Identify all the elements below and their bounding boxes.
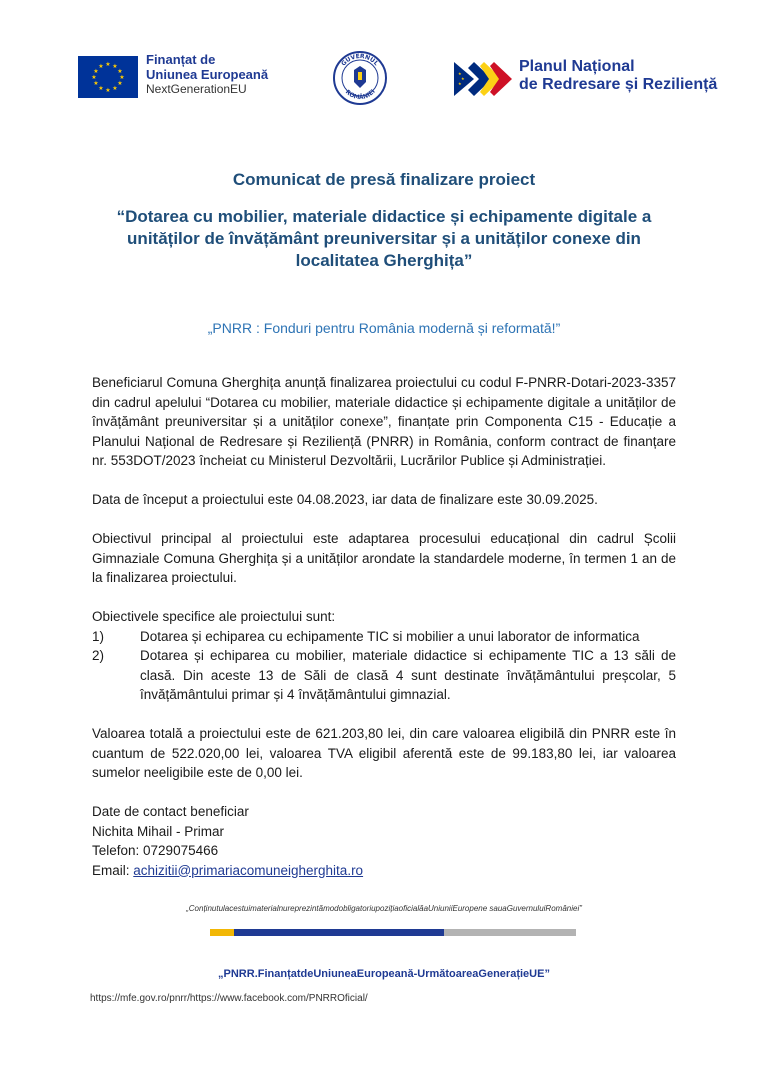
svg-text:★: ★ xyxy=(112,63,118,70)
contact-heading: Date de contact beneficiar xyxy=(92,804,249,819)
svg-text:★: ★ xyxy=(98,63,104,70)
eu-label-line3: NextGenerationEU xyxy=(146,82,247,96)
eu-label-line2: Uniunea Europeană xyxy=(146,67,269,82)
footer-slogan: „PNRR.FinanțatdeUniuneaEuropeană-UrmătoareaGenerațieUE” xyxy=(218,968,550,980)
footer-links[interactable]: https://mfe.gov.ro/pnrr/https://www.facebook.com/PNRROficial/ xyxy=(90,993,368,1004)
pnrr-label xyxy=(519,58,717,94)
svg-text:★: ★ xyxy=(93,68,99,75)
svg-text:★: ★ xyxy=(117,68,123,75)
svg-text:★: ★ xyxy=(91,74,97,81)
romanian-government-seal-icon xyxy=(332,50,388,106)
svg-text:★: ★ xyxy=(98,85,104,92)
paragraph-budget: Valoarea totală a proiectului este de 621.203,80 lei, din care valoarea eligibilă din PNRR este în cuantum de 522.020,00 lei, valoarea TVA eligibil aferentă este de 99.183,80 lei, iar valoarea sumelor neeligibile este de 0,00 lei. xyxy=(92,726,676,780)
contact-email-row xyxy=(92,861,676,881)
svg-text:ROMÂNIEI: ROMÂNIEI xyxy=(343,88,377,102)
svg-text:★: ★ xyxy=(112,85,118,92)
list-item-number: 1) xyxy=(92,628,105,644)
list-item-text: Dotarea și echiparea cu echipamente TIC si mobilier a unui laborator de informatica xyxy=(140,628,640,644)
document-body xyxy=(92,373,676,880)
footer-bar-blue xyxy=(234,929,444,936)
paragraph-dates: Data de început a proiectului este 04.08.2023, iar data de finalizare este 30.09.2025. xyxy=(92,492,598,507)
page-title: Comunicat de presă finalizare proiect xyxy=(232,170,536,189)
pnrr-logo-icon xyxy=(454,62,512,96)
list-item-text: Dotarea și echiparea cu mobilier, materiale didactice si echipamente TIC a 13 săli de clasă. Din aceste 13 de Săli de clasă 4 sunt destinate învățământului preșcolar, 5 învățământului primar și 4 învățământului gimnazial. xyxy=(140,648,676,702)
list-item xyxy=(92,646,676,705)
paragraph-main-objective: Obiectivul principal al proiectului este adaptarea procesului educațional din cadrul Școlii Gimnaziale Comuna Gherghița și a unităților arondate la standardele moderne, în termen 1 an de la finalizarea proiectului. xyxy=(92,531,676,585)
header xyxy=(0,50,768,110)
svg-text:★: ★ xyxy=(458,81,462,86)
svg-text:★: ★ xyxy=(458,71,462,76)
pnrr-label-line2: de Redresare și Reziliență xyxy=(519,76,718,93)
project-title: “Dotarea cu mobilier, materiale didactice și echipamente digitale a unităților de învățământ preuniversitar și a unităților conexe din localitatea Gherghița” xyxy=(116,207,652,270)
contact-name: Nichita Mihail - Primar xyxy=(92,823,225,839)
svg-text:★: ★ xyxy=(117,80,123,87)
list-item xyxy=(92,627,676,647)
svg-text:GUVERNUL: GUVERNUL xyxy=(340,52,380,68)
contact-block xyxy=(92,802,676,880)
contact-phone: Telefon: 0729075466 xyxy=(92,843,219,858)
svg-text:★: ★ xyxy=(105,61,111,68)
paragraph-announcement: Beneficiarul Comuna Gherghița anunță finalizarea proiectului cu codul F-PNRR-Dotari-2023-3357 din cadrul apelului “Dotarea cu mobilier, materiale didactice și echipamente digitale a unităților de învățământ preuniversitar și a unităților conexe”, finanțate prin Componenta C15 - Educație a Planului Național de Redresare și Reziliență (PNRR) in România, conform contract de finanțare nr. 553DOT/2023 încheiat cu Ministerul Dezvoltării, Lucrărilor Publice și Administrației. xyxy=(92,375,676,468)
svg-text:★: ★ xyxy=(461,76,465,81)
footer-bar-yellow xyxy=(210,929,234,936)
footer-disclaimer: „ConținutulacestuimaterialnureprezintămodobligatoriupozițiaoficialăaUniuniiEuropene sauaGuvernuluiRomâniei” xyxy=(186,904,582,913)
svg-text:★: ★ xyxy=(93,80,99,87)
eu-label-line1: Finanțat de xyxy=(146,52,216,67)
pnrr-label-line1: Planul Național xyxy=(519,58,635,75)
contact-email-link[interactable]: achizitii@primariacomuneigherghita.ro xyxy=(133,862,364,878)
specific-objectives-intro: Obiectivele specifice ale proiectului sunt: xyxy=(92,609,336,624)
svg-text:★: ★ xyxy=(105,87,111,94)
specific-objectives xyxy=(92,607,676,705)
footer-color-bar xyxy=(210,929,576,936)
eu-flag-icon xyxy=(78,56,138,98)
list-item-number: 2) xyxy=(92,648,105,663)
svg-text:★: ★ xyxy=(119,74,125,81)
eu-funding-label xyxy=(146,52,268,97)
contact-email-label: Email: xyxy=(92,862,134,878)
footer-bar-grey xyxy=(444,929,576,936)
pnrr-slogan: „PNRR : Fonduri pentru România modernă și reformată!” xyxy=(207,320,561,336)
